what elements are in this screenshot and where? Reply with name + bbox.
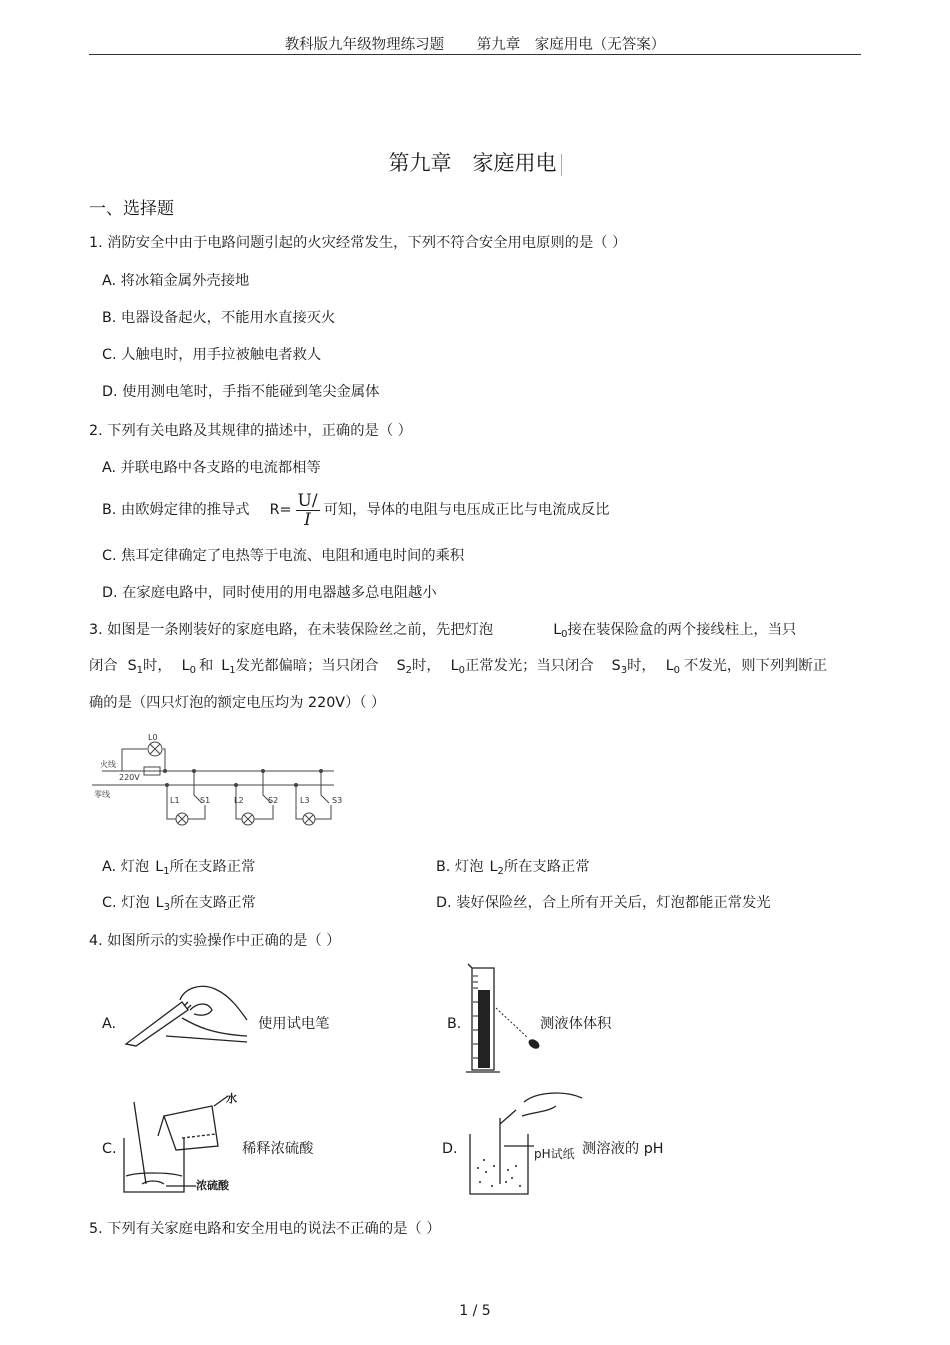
label-s3: S3 xyxy=(332,796,343,805)
ohm-fraction: $\frac{U/}{I}$ xyxy=(297,490,318,530)
lamp-l3-icon xyxy=(303,813,315,825)
glass-rod xyxy=(134,1102,146,1184)
beaker-icon xyxy=(470,1134,528,1194)
node-dot xyxy=(234,783,238,787)
ph-paper-label: pH试纸 xyxy=(534,1147,575,1161)
question-1-option-a: A. 将冰箱金属外壳接地 xyxy=(102,273,250,289)
running-header xyxy=(0,33,950,54)
question-4-option-c-text: 稀释浓硫酸 xyxy=(242,1141,314,1157)
test-pen-icon xyxy=(126,1002,188,1046)
node-dot xyxy=(294,783,298,787)
graduated-cylinder-figure xyxy=(462,962,552,1078)
text-cursor xyxy=(561,154,562,176)
lamp-icons xyxy=(148,742,315,825)
header-left: 教科版九年级物理练习题 xyxy=(284,37,445,53)
lamp-l2-icon xyxy=(242,813,254,825)
question-4-option-b-letter: B. xyxy=(447,1016,462,1032)
question-1-stem: 1. 消防安全中由于电路问题引起的火灾经常发生，下列不符合安全用电原则的是（ ） xyxy=(89,235,627,251)
question-4-stem: 4. 如图所示的实验操作中正确的是（ ） xyxy=(89,933,341,949)
acid-label: 浓硫酸 xyxy=(196,1179,229,1192)
question-5-stem: 5. 下列有关家庭电路和安全用电的说法不正确的是（ ） xyxy=(89,1221,441,1237)
hand-icon xyxy=(500,1110,516,1124)
label-s1: S1 xyxy=(200,796,211,805)
voltage-label: 220V xyxy=(119,773,140,782)
page-title: 第九章 家庭用电 xyxy=(0,147,950,177)
lamp-l1-icon xyxy=(176,813,188,825)
question-1-option-c: C. 人触电时，用手拉被触电者救人 xyxy=(102,347,322,363)
question-2-option-c: C. 焦耳定律确定了电热等于电流、电阻和通电时间的乘积 xyxy=(102,548,465,564)
page-number: 1 / 5 xyxy=(459,1303,491,1319)
lamp-l0-icon xyxy=(148,742,162,756)
ph-test-figure xyxy=(464,1090,586,1200)
circuit-diagram xyxy=(92,733,352,845)
label-l2: L2 xyxy=(234,796,244,805)
fire-wire-label: 火线 xyxy=(100,760,116,769)
water-label: 水 xyxy=(226,1092,237,1105)
header-rule xyxy=(89,54,861,55)
question-1-option-d: D. 使用测电笔时，手指不能碰到笔尖金属体 xyxy=(102,384,380,400)
dilute-acid-figure xyxy=(118,1088,242,1198)
question-3-option-a: A. 灯泡 $L_1$所在支路正常 xyxy=(102,859,256,877)
question-3-option-c: C. 灯泡 $L_3$所在支路正常 xyxy=(102,895,256,913)
liquid-column xyxy=(478,990,490,1068)
question-4-option-d-text: 测溶液的 pH xyxy=(582,1141,664,1157)
pour-beaker-icon xyxy=(164,1106,218,1150)
test-pen-hand-figure xyxy=(122,980,252,1052)
label-s2: S2 xyxy=(268,796,279,805)
node-dot xyxy=(319,769,323,773)
question-2-option-d: D. 在家庭电路中，同时使用的用电器越多总电阻越小 xyxy=(102,585,437,601)
node-dot xyxy=(165,783,169,787)
node-dot xyxy=(163,769,167,773)
question-2-stem: 2. 下列有关电路及其规律的描述中，正确的是（ ） xyxy=(89,423,412,439)
node-dot xyxy=(261,769,265,773)
question-2-option-a: A. 并联电路中各支路的电流都相等 xyxy=(102,460,321,476)
question-4-option-d-letter: D. xyxy=(442,1141,458,1157)
label-l3: L3 xyxy=(300,796,310,805)
eye-icon xyxy=(527,1037,541,1050)
question-2-option-b: B. 由欧姆定律的推导式 R= $\frac{U/}{I}$ 可知，导体的电阻与电压成正比与电流成反比 xyxy=(102,490,610,530)
section-heading: 一、选择题 xyxy=(89,199,174,219)
node-dot xyxy=(192,769,196,773)
neutral-wire-label: 零线 xyxy=(94,790,110,799)
question-4-option-b-text: 测液体体积 xyxy=(540,1016,612,1032)
label-l0: L0 xyxy=(148,733,158,742)
question-1-option-b: B. 电器设备起火，不能用水直接灭火 xyxy=(102,310,336,326)
question-3-line-1: 3. 如图是一条刚装好的家庭电路，在未装保险丝之前，先把灯泡 $L_0$接在装保险盒的两个接线柱上，当只 xyxy=(89,622,797,640)
question-3-option-d: D. 装好保险丝，合上所有开关后，灯泡都能正常发光 xyxy=(436,895,771,911)
question-4-option-c-letter: C. xyxy=(102,1141,117,1157)
question-4-option-a-letter: A. xyxy=(102,1016,117,1032)
question-4-option-a-text: 使用试电笔 xyxy=(258,1016,330,1032)
question-3-option-b: B. 灯泡 $L_2$所在支路正常 xyxy=(436,859,590,877)
question-3-line-3: 确的是（四只灯泡的额定电压均为 220V）（ ） xyxy=(89,695,386,711)
label-l1: L1 xyxy=(170,796,180,805)
question-3-line-2: 闭合 $S_1$时， $L_0$ 和 $L_1$发光都偏暗；当只闭合 $S_2$时， $L_0$正常发光；当只闭合 $S_3$时， $L_0$ 不发光，则下列判断正 xyxy=(89,658,828,676)
header-right: 第九章 家庭用电（无答案） xyxy=(476,37,666,53)
